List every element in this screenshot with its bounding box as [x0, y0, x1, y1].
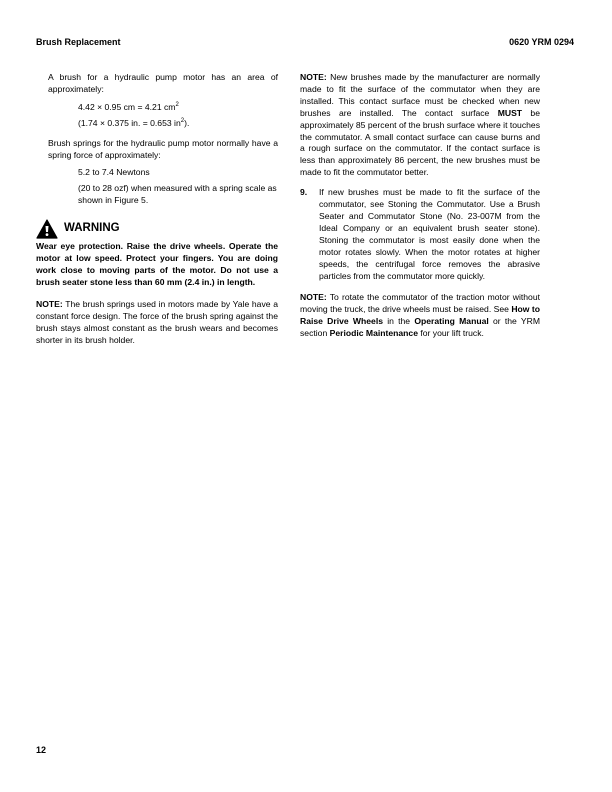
step-text: If new brushes must be made to fit the surface of the commutator, see Stoning the Commutator. Use a Brush Seater and Commutator Stone (No. 23-007M from the Ideal Company or an equivalent brush seater stone). Stoning the commutator is most easily done when the motor rotates slowly. When the motor rotates at higher speeds, the centrifugal force removes the abrasive particles from the commutator more quickly.: [319, 187, 540, 281]
warning-title: WARNING: [64, 222, 120, 235]
spring-force-imperial: (20 to 28 ozf) when measured with a spring scale as shown in Figure 5.: [78, 183, 277, 206]
note-new-brushes: NOTE: New brushes made by the manufacturer are normally made to fit the surface of the commutator when they are installed. This contact surface must be checked when new brushes are installed. The contact surface MUST be approximately 85 percent of the brush surface where it touches the commutator. A small contact surface can cause burns and a rough surface on the commutator. If the contact surface is less than approximately 86 percent, the new brushes must be made to fit the commutator better.: [300, 72, 540, 178]
brush-area-imperial: (1.74 × 0.375 in. = 0.653 $in^2$).: [78, 117, 190, 128]
running-header-title: Brush Replacement: [36, 37, 121, 47]
page-number: 12: [36, 745, 47, 755]
warning-triangle-hand-icon: [36, 219, 58, 239]
note-brush-springs: NOTE: The brush springs used in motors made by Yale have a constant force design. The force of the brush spring against the brush stays almost constant as the brush wears and becomes shorter in its brush holder.: [36, 298, 278, 345]
xref-operating-manual: Operating Manual: [414, 316, 489, 327]
right-column: [300, 72, 540, 340]
note-rotate-commutator: NOTE: To rotate the commutator of the traction motor without moving the truck, the drive wheels must be raised. See How to Raise Drive Wheels in the Operating Manual or the YRM section Periodic Maintenance for your lift truck.: [300, 292, 540, 339]
warning-text: Wear eye protection. Raise the drive wheels. Operate the motor at low speed. Protect your fingers. You are doing work close to moving parts of the motor. Do not use a brush seater stone less than 60 mm (2.4 in.) in length.: [36, 241, 278, 287]
warning-heading: [36, 219, 278, 239]
spring-force-metric: 5.2 to 7.4 Newtons: [78, 167, 150, 178]
step-number: 9.: [300, 187, 308, 198]
xref-raise-drive-wheels: How to Raise Drive Wheels: [300, 304, 540, 327]
spring-force-intro: Brush springs for the hydraulic pump motor normally have a spring force of approximately:: [48, 137, 278, 160]
left-column: [36, 72, 278, 346]
step-9: [300, 187, 540, 282]
running-header-doc-number: 0620 YRM 0294: [509, 37, 574, 47]
brush-area-metric: 4.42 × 0.95 cm = 4.21 $cm^2$: [78, 101, 179, 112]
xref-periodic-maintenance: Periodic Maintenance: [329, 328, 418, 339]
brush-area-intro: A brush for a hydraulic pump motor has an area of approximately:: [48, 72, 278, 94]
